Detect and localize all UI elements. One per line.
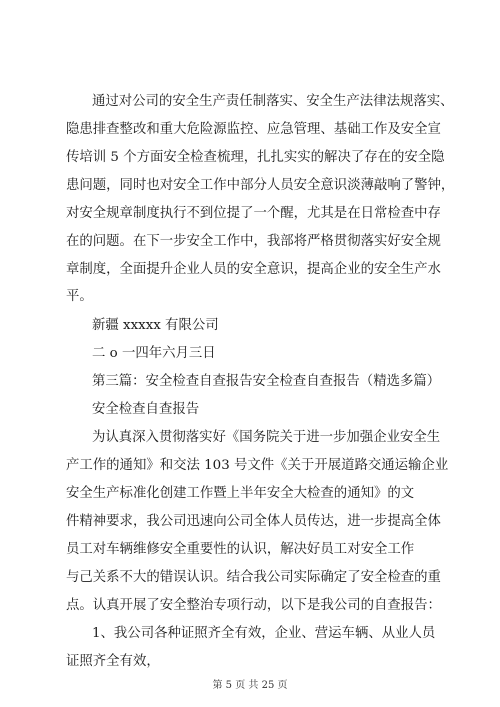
text-line-14: 产工作的通知》和交法 103 号文件《关于开展道路交通运输企业 — [66, 458, 449, 473]
section-heading: 第三篇：安全检查自查报告安全检查自查报告（精选多篇） — [92, 374, 441, 389]
text-line-1: 通过对公司的安全生产责任制落实、安全生产法律法规落实、 — [92, 94, 454, 109]
text-line-6: 在的问题。在下一步安全工作中，我部将严格贯彻落实好安全规 — [66, 234, 441, 249]
signature-date: 二 o 一四年六月三日 — [92, 346, 216, 361]
text-line-19: 点。认真开展了安全整治专项行动，以下是我公司的自查报告： — [66, 598, 441, 613]
page-footer: 第 5 页 共 25 页 — [212, 680, 288, 691]
text-line-4: 患问题，同时也对安全工作中部分人员安全意识淡薄敲响了警钟， — [66, 178, 455, 193]
text-line-13: 为认真深入贯彻落实好《国务院关于进一步加强企业安全生 — [92, 430, 441, 445]
list-item-1: 1、我公司各种证照齐全有效，企业、营运车辆、从业人员 — [92, 626, 436, 641]
company-signature: 新疆 xxxxx 有限公司 — [92, 318, 219, 333]
text-line-2: 隐患排查整改和重大危险源监控、应急管理、基础工作及安全宣 — [66, 122, 441, 137]
text-line-3: 传培训 5 个方面安全检查梳理，扎扎实实的解决了存在的安全隐 — [66, 150, 445, 165]
text-line-7: 章制度，全面提升企业人员的安全意识，提高企业的安全生产水 — [66, 262, 441, 277]
text-line-17: 员工对车辆维修安全重要性的认识，解决好员工对安全工作 — [66, 542, 415, 557]
text-line-15: 安全生产标准化创建工作暨上半年安全大检查的通知》的文 — [66, 486, 415, 501]
text-line-18: 与己关系不大的错误认识。结合我公司实际确定了安全检查的重 — [66, 570, 441, 585]
text-line-16: 件精神要求，我公司迅速向公司全体人员传达，进一步提高全体 — [66, 514, 441, 529]
text-line-5: 对安全规章制度执行不到位提了一个醒，尤其是在日常检查中存 — [66, 206, 441, 221]
section-title: 安全检查自查报告 — [92, 402, 200, 417]
list-item-1-continued: 证照齐全有效， — [66, 654, 160, 669]
text-line-8: 平。 — [66, 289, 93, 304]
